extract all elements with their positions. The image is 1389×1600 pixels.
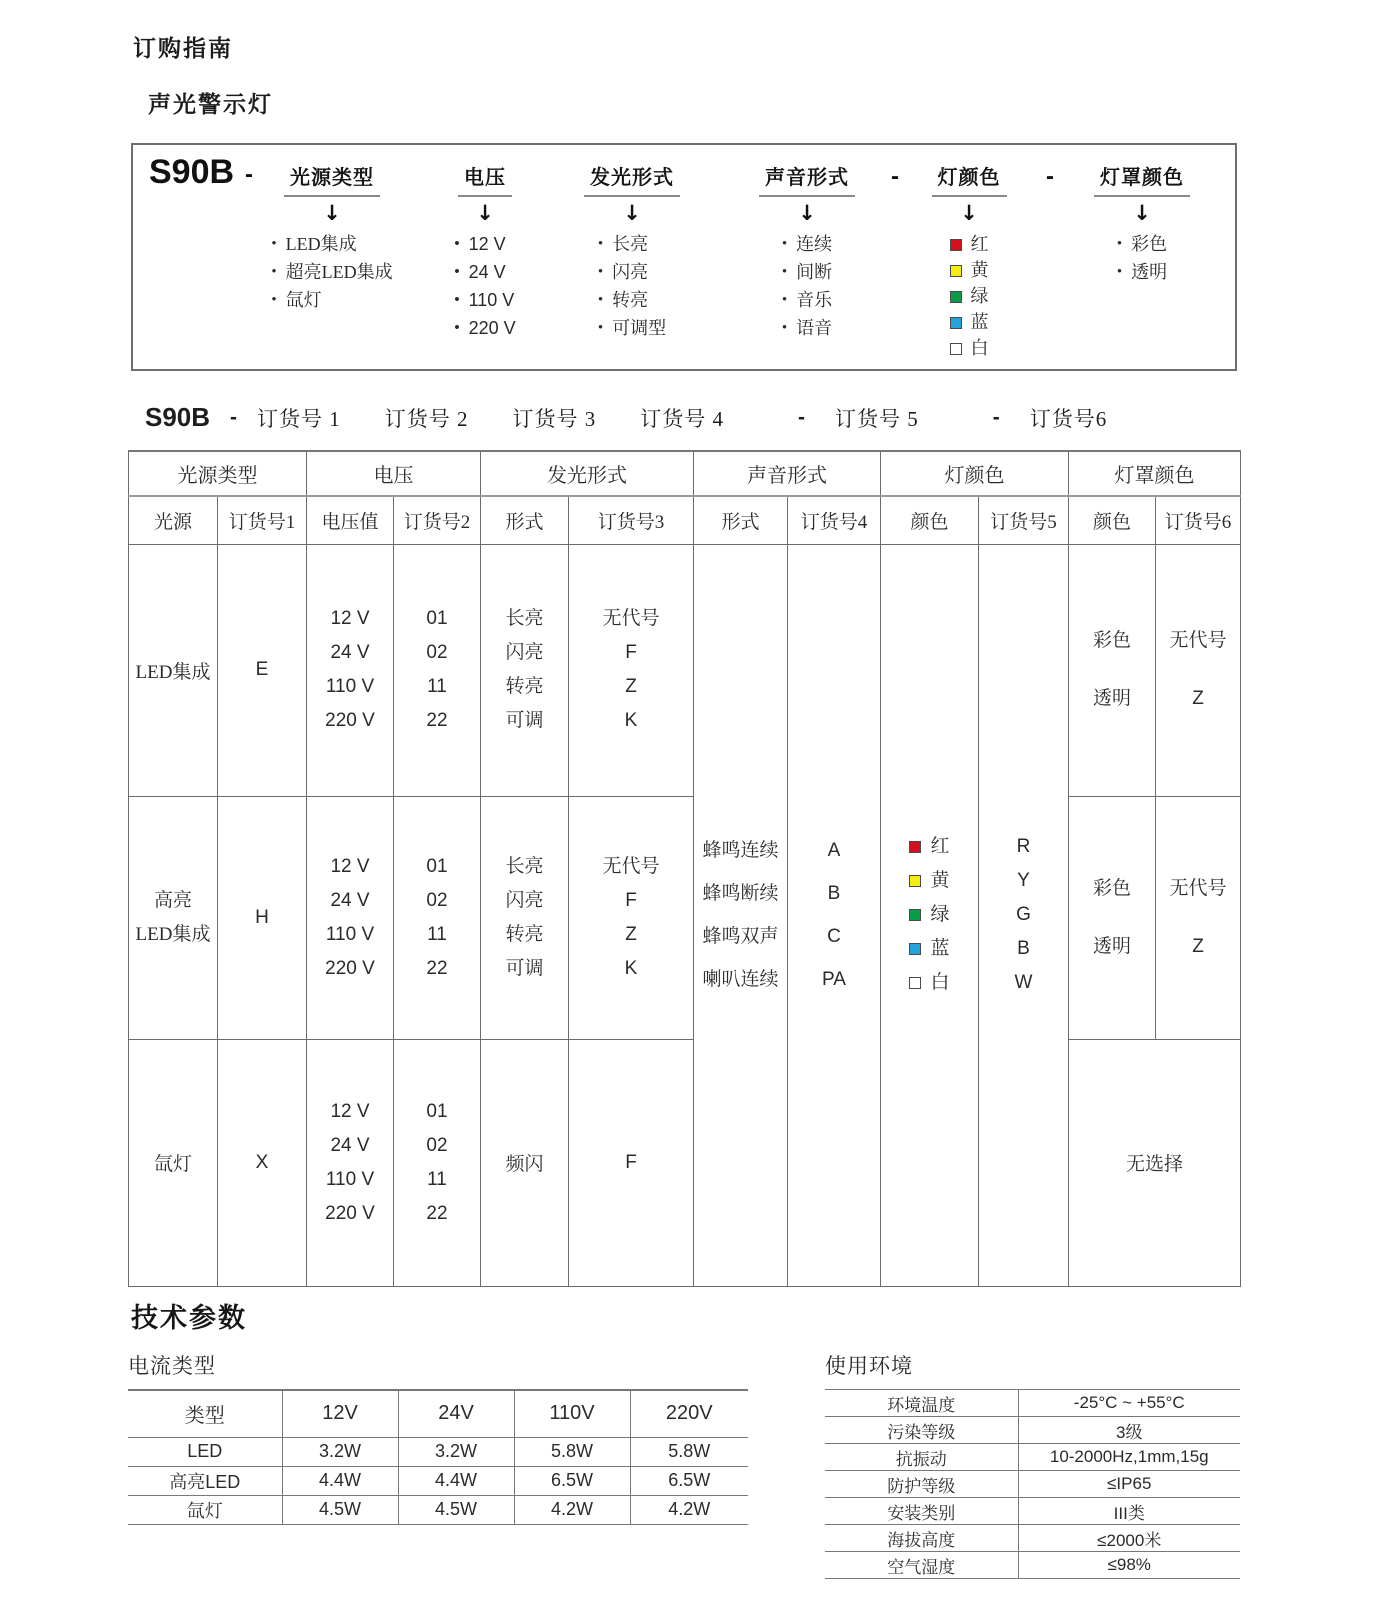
current-header-row — [128, 1390, 748, 1437]
cell-source-code: X — [218, 1039, 307, 1286]
model-number: S90B — [149, 153, 235, 191]
down-arrow-icon: ↓ — [623, 201, 641, 225]
option-group-lamp-color — [874, 161, 1064, 361]
lamp-color-red: 红 — [909, 830, 949, 864]
col-header: 颜色 — [881, 496, 979, 544]
white-swatch-icon — [909, 977, 921, 989]
cell-light-modes: 长亮 闪亮 转亮 可调 — [481, 796, 569, 1039]
option-item: • 可调型 — [598, 315, 666, 343]
down-arrow-icon: ↓ — [476, 201, 494, 225]
dash-separator: - — [245, 161, 253, 188]
cell-source: 氙灯 — [129, 1039, 218, 1286]
row-led — [129, 544, 1241, 796]
red-swatch-icon — [950, 239, 962, 251]
env-row-protection — [825, 1471, 1240, 1498]
yellow-swatch-icon — [909, 875, 921, 887]
row-label: LED — [128, 1437, 282, 1466]
red-swatch-icon — [909, 841, 921, 853]
env-param: 防护等级 — [825, 1471, 1018, 1498]
env-row-vibration — [825, 1444, 1240, 1471]
cell-light-modes: 长亮 闪亮 转亮 可调 — [481, 544, 569, 796]
down-arrow-icon: ↓ — [1133, 201, 1151, 225]
color-option-white: 白 — [950, 335, 989, 361]
env-row-altitude — [825, 1525, 1240, 1552]
ordering-table — [128, 450, 1241, 1287]
option-item: • 连续 — [782, 231, 832, 259]
env-param: 空气湿度 — [825, 1552, 1018, 1579]
dash-separator: - — [798, 405, 806, 429]
col-header: 110V — [514, 1390, 630, 1437]
option-item: • 12 V — [454, 231, 515, 259]
env-param: 安装类别 — [825, 1498, 1018, 1525]
option-list — [271, 231, 392, 315]
power-value: 4.2W — [514, 1495, 630, 1524]
env-param: 环境温度 — [825, 1390, 1018, 1417]
env-row-humidity — [825, 1552, 1240, 1579]
col-header: 形式 — [694, 496, 788, 544]
cell-voltages: 12 V 24 V 110 V 220 V — [307, 544, 394, 796]
col-group-lamp-color: 灯颜色 — [881, 451, 1069, 496]
col-header: 12V — [282, 1390, 398, 1437]
option-item: • 音乐 — [782, 287, 832, 315]
environment-label: 使用环境 — [825, 1354, 913, 1378]
cell-voltage-codes: 01 02 11 22 — [394, 544, 481, 796]
cell-light-mode-codes: 无代号 F Z K — [569, 544, 694, 796]
cell-light-mode: 频闪 — [481, 1039, 569, 1286]
option-item: • 超亮LED集成 — [271, 259, 392, 287]
env-param: 抗振动 — [825, 1444, 1018, 1471]
white-swatch-icon — [950, 343, 962, 355]
option-item: • 220 V — [454, 315, 515, 343]
down-arrow-icon: ↓ — [798, 201, 816, 225]
option-group-shade-color — [1047, 161, 1237, 287]
order-code-3: 订货号 3 — [512, 406, 597, 431]
cell-sound-mode-codes: A B C PA — [788, 544, 881, 1286]
option-item: • 闪亮 — [598, 259, 666, 287]
down-arrow-icon: ↓ — [960, 201, 978, 225]
group-label: 灯颜色 — [932, 161, 1007, 197]
group-label: 声音形式 — [759, 161, 855, 197]
order-code-1: 订货号 1 — [257, 406, 341, 431]
dash-separator: - — [230, 405, 238, 429]
color-option-blue: 蓝 — [950, 309, 989, 335]
env-value: -25°C ~ +55°C — [1018, 1390, 1240, 1417]
current-row-xenon — [128, 1495, 748, 1524]
group-label: 光源类型 — [284, 161, 380, 197]
col-header: 订货号3 — [569, 496, 694, 544]
option-list — [1117, 231, 1167, 287]
col-header: 形式 — [481, 496, 569, 544]
power-value: 5.8W — [514, 1437, 630, 1466]
page-title: 订购指南 — [133, 35, 233, 61]
cell-no-shade-choice: 无选择 — [1069, 1039, 1241, 1286]
cell-shade-codes: 无代号 Z — [1156, 544, 1241, 796]
col-group-light-source: 光源类型 — [129, 451, 307, 496]
power-value: 4.4W — [398, 1466, 514, 1495]
product-section-title: 声光警示灯 — [148, 91, 273, 117]
cell-light-mode-codes: 无代号 F Z K — [569, 796, 694, 1039]
env-value: 10-2000Hz,1mm,15g — [1018, 1444, 1240, 1471]
col-group-shade-color: 灯罩颜色 — [1069, 451, 1241, 496]
env-value: III类 — [1018, 1498, 1240, 1525]
order-code-5: 订货号 5 — [835, 406, 919, 431]
col-header: 光源 — [129, 496, 218, 544]
option-item: • 透明 — [1117, 259, 1167, 287]
color-option-red: 红 — [950, 231, 989, 257]
col-header: 订货号1 — [218, 496, 307, 544]
cell-source: 高亮 LED集成 — [129, 796, 218, 1039]
order-code-4: 订货号 4 — [640, 406, 725, 431]
option-list — [598, 231, 666, 343]
lamp-color-green: 绿 — [909, 898, 949, 932]
order-code-2: 订货号 2 — [384, 406, 469, 431]
cell-voltage-codes: 01 02 11 22 — [394, 796, 481, 1039]
cell-voltages: 12 V 24 V 110 V 220 V — [307, 796, 394, 1039]
power-value: 4.4W — [282, 1466, 398, 1495]
env-param: 污染等级 — [825, 1417, 1018, 1444]
cell-light-mode-code: F — [569, 1039, 694, 1286]
option-item: • 语音 — [782, 315, 832, 343]
row-label: 氙灯 — [128, 1495, 282, 1524]
color-option-green: 绿 — [950, 283, 989, 309]
env-value: ≤98% — [1018, 1552, 1240, 1579]
env-row-pollution — [825, 1417, 1240, 1444]
cell-source-code: H — [218, 796, 307, 1039]
group-header-row — [129, 451, 1241, 496]
sub-header-row — [129, 496, 1241, 544]
dash-separator: - — [1046, 163, 1054, 190]
env-param: 海拔高度 — [825, 1525, 1018, 1552]
env-row-temperature — [825, 1390, 1240, 1417]
order-code-6: 订货号6 — [1029, 406, 1108, 431]
group-label: 灯罩颜色 — [1094, 161, 1190, 197]
env-value: ≤2000米 — [1018, 1525, 1240, 1552]
cell-shades: 彩色 透明 — [1069, 544, 1156, 796]
current-row-high-led — [128, 1466, 748, 1495]
current-type-label: 电流类型 — [128, 1354, 216, 1378]
lamp-color-yellow: 黄 — [909, 864, 949, 898]
env-value: ≤IP65 — [1018, 1471, 1240, 1498]
col-group-light-mode: 发光形式 — [481, 451, 694, 496]
option-item: • LED集成 — [271, 231, 392, 259]
color-option-list — [950, 231, 989, 361]
row-label: 高亮LED — [128, 1466, 282, 1495]
cell-source-code: E — [218, 544, 307, 796]
order-code-line — [145, 402, 1107, 433]
lamp-color-white: 白 — [909, 966, 949, 1000]
dash-separator: - — [992, 405, 1000, 429]
option-item: • 长亮 — [598, 231, 666, 259]
row-xenon — [129, 1039, 1241, 1286]
option-item: • 彩色 — [1117, 231, 1167, 259]
col-header: 类型 — [128, 1390, 282, 1437]
option-item: • 间断 — [782, 259, 832, 287]
color-option-yellow: 黄 — [950, 257, 989, 283]
option-item: • 24 V — [454, 259, 515, 287]
col-header: 订货号4 — [788, 496, 881, 544]
power-value: 6.5W — [514, 1466, 630, 1495]
current-row-led — [128, 1437, 748, 1466]
green-swatch-icon — [909, 909, 921, 921]
cell-lamp-colors — [881, 544, 979, 1286]
model-number: S90B — [145, 402, 211, 432]
power-value: 4.5W — [282, 1495, 398, 1524]
dash-separator: - — [891, 163, 899, 190]
row-high-led — [129, 796, 1241, 1039]
col-header: 订货号2 — [394, 496, 481, 544]
power-value: 3.2W — [398, 1437, 514, 1466]
cell-shades: 彩色 透明 — [1069, 796, 1156, 1039]
lamp-color-blue: 蓝 — [909, 932, 949, 966]
env-row-installation — [825, 1498, 1240, 1525]
col-header: 颜色 — [1069, 496, 1156, 544]
option-item: • 转亮 — [598, 287, 666, 315]
option-group-light-mode — [537, 161, 727, 343]
col-header: 24V — [398, 1390, 514, 1437]
power-value: 5.8W — [630, 1437, 748, 1466]
option-item: • 110 V — [454, 287, 515, 315]
power-value: 3.2W — [282, 1437, 398, 1466]
col-header: 220V — [630, 1390, 748, 1437]
power-value: 4.2W — [630, 1495, 748, 1524]
group-label: 发光形式 — [584, 161, 680, 197]
cell-shade-codes: 无代号 Z — [1156, 796, 1241, 1039]
cell-sound-modes: 蜂鸣连续 蜂鸣断续 蜂鸣双声 喇叭连续 — [694, 544, 788, 1286]
env-value: 3级 — [1018, 1417, 1240, 1444]
option-list — [454, 231, 515, 343]
environment-table — [825, 1389, 1240, 1579]
yellow-swatch-icon — [950, 265, 962, 277]
power-value: 6.5W — [630, 1466, 748, 1495]
group-label: 电压 — [458, 161, 512, 197]
down-arrow-icon: ↓ — [323, 201, 341, 225]
cell-voltages: 12 V 24 V 110 V 220 V — [307, 1039, 394, 1286]
power-value: 4.5W — [398, 1495, 514, 1524]
option-item: • 氙灯 — [271, 287, 392, 315]
col-header: 订货号5 — [979, 496, 1069, 544]
current-type-table — [128, 1389, 748, 1525]
cell-lamp-color-codes: R Y G B W — [979, 544, 1069, 1286]
col-header: 订货号6 — [1156, 496, 1241, 544]
cell-source: LED集成 — [129, 544, 218, 796]
cell-voltage-codes: 01 02 11 22 — [394, 1039, 481, 1286]
model-code-diagram — [131, 143, 1237, 371]
blue-swatch-icon — [909, 943, 921, 955]
option-list — [782, 231, 832, 343]
col-group-voltage: 电压 — [307, 451, 481, 496]
blue-swatch-icon — [950, 317, 962, 329]
green-swatch-icon — [950, 291, 962, 303]
col-header: 电压值 — [307, 496, 394, 544]
col-group-sound-mode: 声音形式 — [694, 451, 881, 496]
tech-params-heading: 技术参数 — [131, 1303, 247, 1333]
